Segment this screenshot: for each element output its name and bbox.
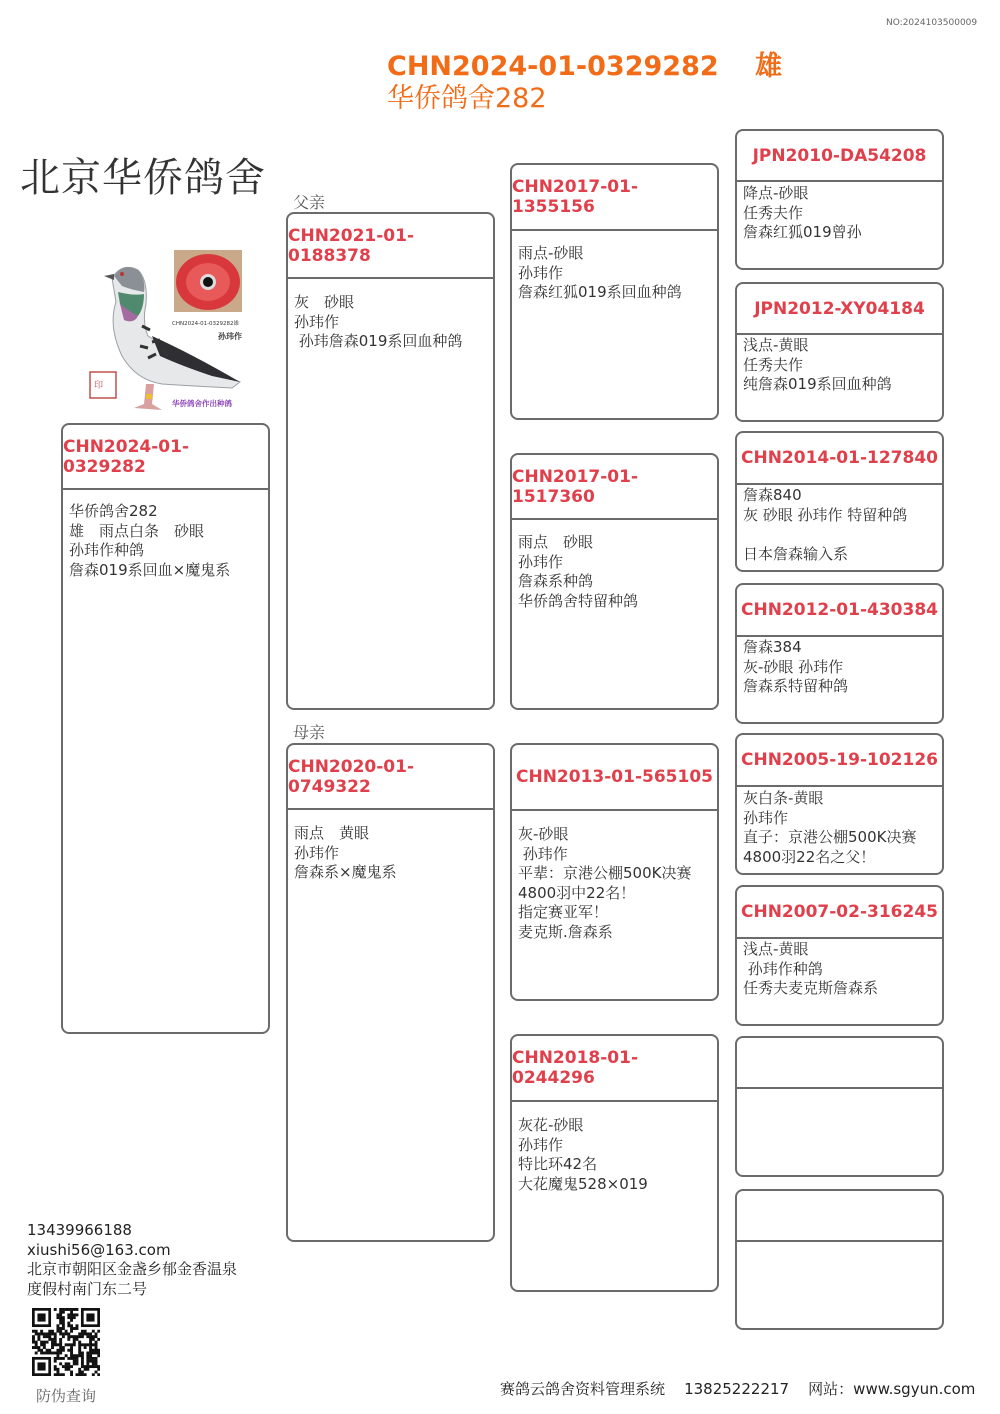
- detail-line: 孙玮作: [518, 1135, 564, 1154]
- detail-line: 詹森840: [743, 486, 802, 504]
- detail-line: 平辈：京港公棚500K决赛: [518, 864, 692, 882]
- detail-line: 孙玮作: [294, 312, 340, 331]
- subject-details: [69, 502, 264, 580]
- great-grandparent-ring: JPN2010-DA54208: [737, 131, 942, 182]
- great-grandparent-card-empty: [735, 1036, 944, 1177]
- detail-line: 纯詹森019系回血种鸽: [743, 375, 892, 393]
- sire-details: [294, 293, 489, 352]
- grandparent-card: [510, 453, 719, 710]
- detail-line: 麦克斯.詹森系: [518, 922, 613, 941]
- great-grandparent-ring: CHN2007-02-316245: [737, 887, 942, 939]
- great-grandparent-card: [735, 282, 944, 422]
- grandparent-ring: CHN2017-01-1517360: [512, 455, 717, 520]
- great-grandparent-details: [743, 638, 938, 697]
- detail-line: 詹森红狐019系回血种鸽: [518, 283, 682, 301]
- great-grandparent-card: [735, 583, 944, 724]
- detail-line: 灰-砂眼: [518, 825, 569, 843]
- detail-line: 浅点-黄眼: [743, 336, 809, 354]
- footer-system-name: 赛鸽云鸽舍资料管理系统: [500, 1380, 666, 1398]
- great-grandparent-ring: CHN2005-19-102126: [737, 735, 942, 787]
- great-grandparent-card: [735, 733, 944, 875]
- detail-line: 孙玮作种鸽: [743, 959, 823, 978]
- great-grandparent-details: [743, 789, 938, 867]
- subject-card: [61, 423, 270, 1034]
- great-grandparent-ring: [737, 1191, 942, 1242]
- svg-text:印: 印: [94, 381, 104, 391]
- great-grandparent-card: [735, 129, 944, 270]
- detail-line: 直子：京港公棚500K决赛: [743, 828, 917, 846]
- great-grandparent-details: [743, 940, 938, 999]
- great-grandparent-details: [743, 336, 938, 395]
- detail-line: 大花魔鬼528×019: [518, 1174, 648, 1193]
- detail-line: 孙玮作: [294, 843, 340, 862]
- photo-ring-caption: CHN2024-01-0329282雄: [172, 321, 240, 327]
- contact-email: xiushi56@163.com: [27, 1240, 171, 1259]
- detail-line: 詹森系×魔鬼系: [294, 863, 397, 881]
- detail-line: 灰-砂眼 孙玮作: [743, 657, 844, 676]
- contact-address-line1: 北京市朝阳区金盏乡郁金香温泉: [27, 1260, 238, 1278]
- detail-line: 灰花-砂眼: [518, 1116, 584, 1134]
- great-grandparent-card-empty: [735, 1189, 944, 1330]
- dam-ring: CHN2020-01-0749322: [288, 745, 493, 810]
- sire-ring: CHN2021-01-0188378: [288, 214, 493, 279]
- dam-label: 母亲: [293, 723, 326, 742]
- detail-line: 孙玮作: [743, 808, 789, 827]
- detail-line: 雨点 黄眼: [294, 824, 370, 842]
- detail-line: 灰白条-黄眼: [743, 789, 824, 807]
- great-grandparent-ring: JPN2012-XY04184: [737, 284, 942, 335]
- great-grandparent-details: [743, 184, 938, 243]
- title-sex: 雄: [755, 51, 783, 82]
- detail-line: 4800羽中22名！: [518, 883, 636, 902]
- detail-line: 任秀夫麦克斯詹森系: [743, 979, 879, 997]
- detail-line: [743, 525, 938, 545]
- pigeon-photo: [82, 246, 252, 416]
- grandparent-details: [518, 533, 713, 611]
- great-grandparent-details: [743, 486, 938, 564]
- qr-code[interactable]: [32, 1308, 100, 1376]
- sire-label: 父亲: [293, 193, 326, 212]
- dam-card: [286, 743, 495, 1242]
- title-pigeon-name: 华侨鸽舍282: [387, 83, 547, 114]
- footer-phone: 13825222217: [684, 1380, 790, 1398]
- photo-breeder-caption: 孙玮作: [218, 332, 242, 341]
- grandparent-ring: CHN2017-01-1355156: [512, 165, 717, 231]
- grandparent-ring: CHN2018-01-0244296: [512, 1036, 717, 1102]
- grandparent-card: [510, 743, 719, 1001]
- grandparent-details: [518, 1116, 713, 1194]
- detail-line: 降点-砂眼: [743, 184, 809, 202]
- detail-line: 詹森019系回血×魔鬼系: [69, 560, 231, 579]
- detail-line: 孙玮作种鸽: [69, 541, 145, 559]
- title-ring-number: CHN2024-01-0329282: [387, 51, 719, 82]
- detail-line: 孙玮詹森019系回血种鸽: [294, 332, 463, 350]
- qr-label: 防伪查询: [36, 1387, 97, 1405]
- grandparent-details: [518, 244, 713, 303]
- footer: [500, 1378, 975, 1399]
- detail-line: 指定赛亚军！: [518, 903, 609, 921]
- detail-line: 浅点-黄眼: [743, 940, 809, 958]
- detail-line: 雨点 砂眼: [518, 533, 594, 551]
- detail-line: 詹森系种鸽: [518, 572, 594, 590]
- detail-line: 雄 雨点白条 砂眼: [69, 521, 205, 540]
- detail-line: 特比环42名: [518, 1155, 598, 1173]
- detail-line: 孙玮作: [518, 844, 568, 863]
- detail-line: 孙玮作: [518, 552, 564, 571]
- detail-line: 詹森系特留种鸽: [743, 677, 849, 695]
- grandparent-details: [518, 825, 713, 942]
- subject-ring: CHN2024-01-0329282: [63, 425, 268, 490]
- document-number: NO:2024103500009: [886, 18, 978, 28]
- detail-line: 灰 砂眼 孙玮作 特留种鸽: [743, 505, 908, 524]
- footer-website-label: 网站：: [808, 1380, 854, 1398]
- footer-website-link[interactable]: www.sgyun.com: [853, 1380, 976, 1398]
- grandparent-card: [510, 1034, 719, 1292]
- detail-line: 华侨鸽舍特留种鸽: [518, 591, 639, 610]
- sire-card: [286, 212, 495, 710]
- qr-code-icon: [32, 1308, 100, 1376]
- great-grandparent-ring: CHN2014-01-127840: [737, 433, 942, 485]
- contact-phone: 13439966188: [27, 1221, 132, 1239]
- detail-line: 孙玮作: [518, 263, 564, 282]
- great-grandparent-ring: CHN2012-01-430384: [737, 585, 942, 637]
- detail-line: 詹森384: [743, 638, 802, 656]
- detail-line: 日本詹森输入系: [743, 544, 849, 563]
- detail-line: 任秀夫作: [743, 203, 804, 222]
- great-grandparent-card: [735, 431, 944, 572]
- detail-line: 雨点-砂眼: [518, 244, 584, 262]
- grandparent-ring: CHN2013-01-565105: [512, 745, 717, 811]
- grandparent-card: [510, 163, 719, 420]
- contact-info: [27, 1221, 237, 1299]
- great-grandparent-card: [735, 885, 944, 1026]
- contact-address-line2: 度假村南门东二号: [27, 1279, 148, 1298]
- dam-details: [294, 824, 489, 883]
- detail-line: 华侨鸽舍282: [69, 502, 158, 520]
- detail-line: 詹森红狐019曾孙: [743, 223, 862, 241]
- loft-name: 北京华侨鸽舍: [20, 155, 266, 201]
- photo-slogan: 华侨鸽舍作出种鸽: [172, 399, 232, 408]
- detail-line: 4800羽22名之父！: [743, 847, 876, 866]
- detail-line: 灰 砂眼: [294, 293, 355, 311]
- great-grandparent-ring: [737, 1038, 942, 1089]
- detail-line: 任秀夫作: [743, 355, 804, 374]
